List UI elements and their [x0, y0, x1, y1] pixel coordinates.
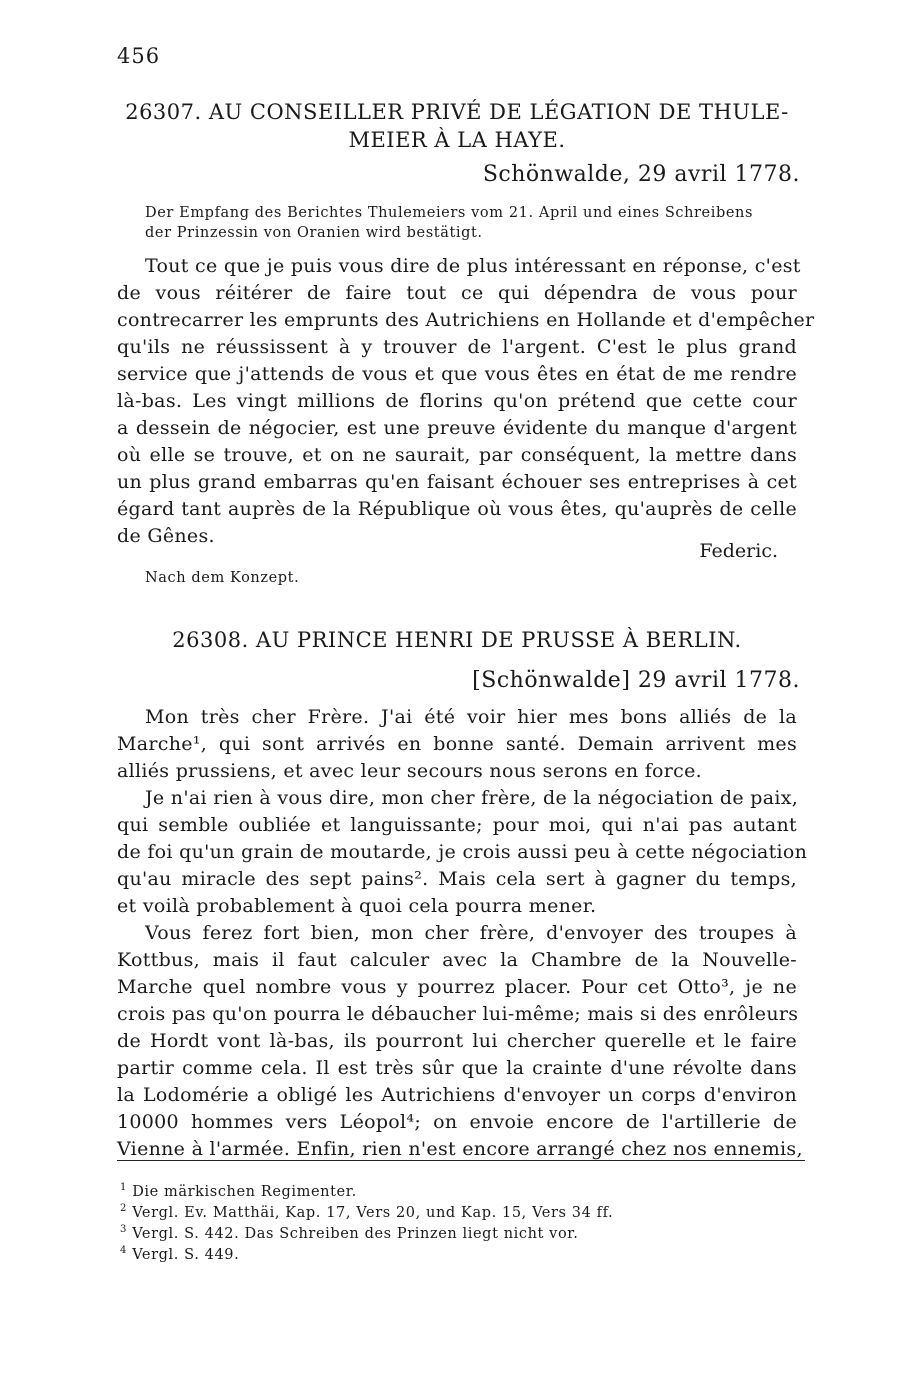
body-line: de Gênes.: [117, 525, 215, 547]
letter1-summary: [145, 203, 797, 243]
footnote: [120, 1198, 613, 1219]
body-line: Kottbus, mais il faut calculer avec la Chambre de la Nouvelle-: [117, 949, 797, 971]
footnote-text: Die märkischen Regimenter.: [132, 1183, 357, 1200]
letter2-heading-line1: 26308. AU PRINCE HENRI DE PRUSSE À BERLIN.: [172, 628, 742, 652]
page-number: 456: [117, 44, 161, 68]
footnote-text: Vergl. S. 449.: [132, 1246, 240, 1263]
body-line: où elle se trouve, et on ne saurait, par conséquent, la mettre dans: [117, 444, 797, 466]
body-line: et voilà probablement à quoi cela pourra mener.: [117, 895, 597, 917]
letter2-heading: [117, 626, 797, 654]
body-line: a dessein de négocier, est une preuve évidente du manque d'argent: [117, 417, 797, 439]
footnote: [120, 1219, 613, 1240]
body-line: Marche¹, qui sont arrivés en bonne santé. Demain arrivent mes: [117, 733, 797, 755]
body-line: un plus grand embarras qu'en faisant échouer ses entreprises à cet: [117, 471, 797, 493]
body-line: qui semble oubliée et languissante; pour moi, qui n'ai pas autant: [117, 814, 797, 836]
body-line: Je n'ai rien à vous dire, mon cher frère, de la négociation de paix,: [145, 787, 799, 809]
body-line: la Lodomérie a obligé les Autrichiens d'envoyer un corps d'environ: [117, 1084, 797, 1106]
body-line: qu'au miracle des sept pains². Mais cela sert à gagner du temps,: [117, 868, 797, 890]
body-line: service que j'attends de vous et que vous êtes en état de me rendre: [117, 363, 797, 385]
body-line: 10000 hommes vers Léopol⁴; on envoie encore de l'artillerie de: [117, 1111, 797, 1133]
body-line: là-bas. Les vingt millions de florins qu'on prétend que cette cour: [117, 390, 797, 412]
body-line: qu'ils ne réussissent à y trouver de l'argent. C'est le plus grand: [117, 336, 797, 358]
footnote-text: Vergl. S. 442. Das Schreiben des Prinzen liegt nicht vor.: [132, 1225, 579, 1242]
letter1-body: [117, 253, 815, 550]
footnote-mark: 3: [120, 1224, 127, 1235]
body-line: de foi qu'un grain de moutarde, je crois aussi peu à cette négociation: [117, 841, 808, 863]
body-line: égard tant auprès de la République où vous êtes, qu'auprès de celle: [117, 498, 797, 520]
footnotes: [120, 1177, 613, 1261]
summary-line: der Prinzessin von Oranien wird bestätigt.: [145, 225, 483, 241]
letter1-source-note: Nach dem Konzept.: [145, 570, 300, 586]
letter1-heading-line2: MEIER À LA HAYE.: [348, 128, 566, 152]
letter1-heading-line1: 26307. AU CONSEILLER PRIVÉ DE LÉGATION DE THULE-: [125, 100, 789, 124]
footnote-mark: 4: [120, 1245, 127, 1256]
letter1-heading: [117, 98, 797, 154]
body-line: contrecarrer les emprunts des Autrichiens en Hollande et d'empêcher: [117, 309, 815, 331]
body-line: de vous réitérer de faire tout ce qui dépendra de vous pour: [117, 282, 797, 304]
body-line: Vous ferez fort bien, mon cher frère, d'envoyer des troupes à: [145, 922, 797, 944]
footnote-rule: [117, 1160, 805, 1161]
letter1-place-date: Schönwalde, 29 avril 1778.: [482, 162, 800, 187]
footnote-text: Vergl. Ev. Matthäi, Kap. 17, Vers 20, und Kap. 15, Vers 34 ff.: [132, 1204, 614, 1221]
body-line: alliés prussiens, et avec leur secours nous serons en force.: [117, 760, 702, 782]
footnote: [120, 1177, 613, 1198]
body-line: Tout ce que je puis vous dire de plus intéressant en réponse, c'est: [145, 255, 801, 277]
letter2-body: [117, 704, 808, 1163]
body-line: de Hordt vont là-bas, ils pourront lui chercher querelle et le faire: [117, 1030, 797, 1052]
footnote-mark: 1: [120, 1182, 127, 1193]
summary-line: Der Empfang des Berichtes Thulemeiers vom 21. April und eines Schreibens: [145, 205, 753, 221]
body-line: partir comme cela. Il est très sûr que la crainte d'une révolte dans: [117, 1057, 797, 1079]
body-line: Mon très cher Frère. J'ai été voir hier mes bons alliés de la: [145, 706, 797, 728]
body-line: crois pas qu'on pourra le débaucher lui-même; mais si des enrôleurs: [117, 1003, 799, 1025]
footnote: [120, 1240, 613, 1261]
letter1-signature: Federic.: [699, 540, 778, 562]
body-line: Vienne à l'armée. Enfin, rien n'est encore arrangé chez nos ennemis,: [117, 1138, 803, 1160]
body-line: Marche quel nombre vous y pourrez placer. Pour cet Otto³, je ne: [117, 976, 797, 998]
footnote-mark: 2: [120, 1203, 127, 1214]
letter2-place-date: [Schönwalde] 29 avril 1778.: [472, 668, 800, 693]
